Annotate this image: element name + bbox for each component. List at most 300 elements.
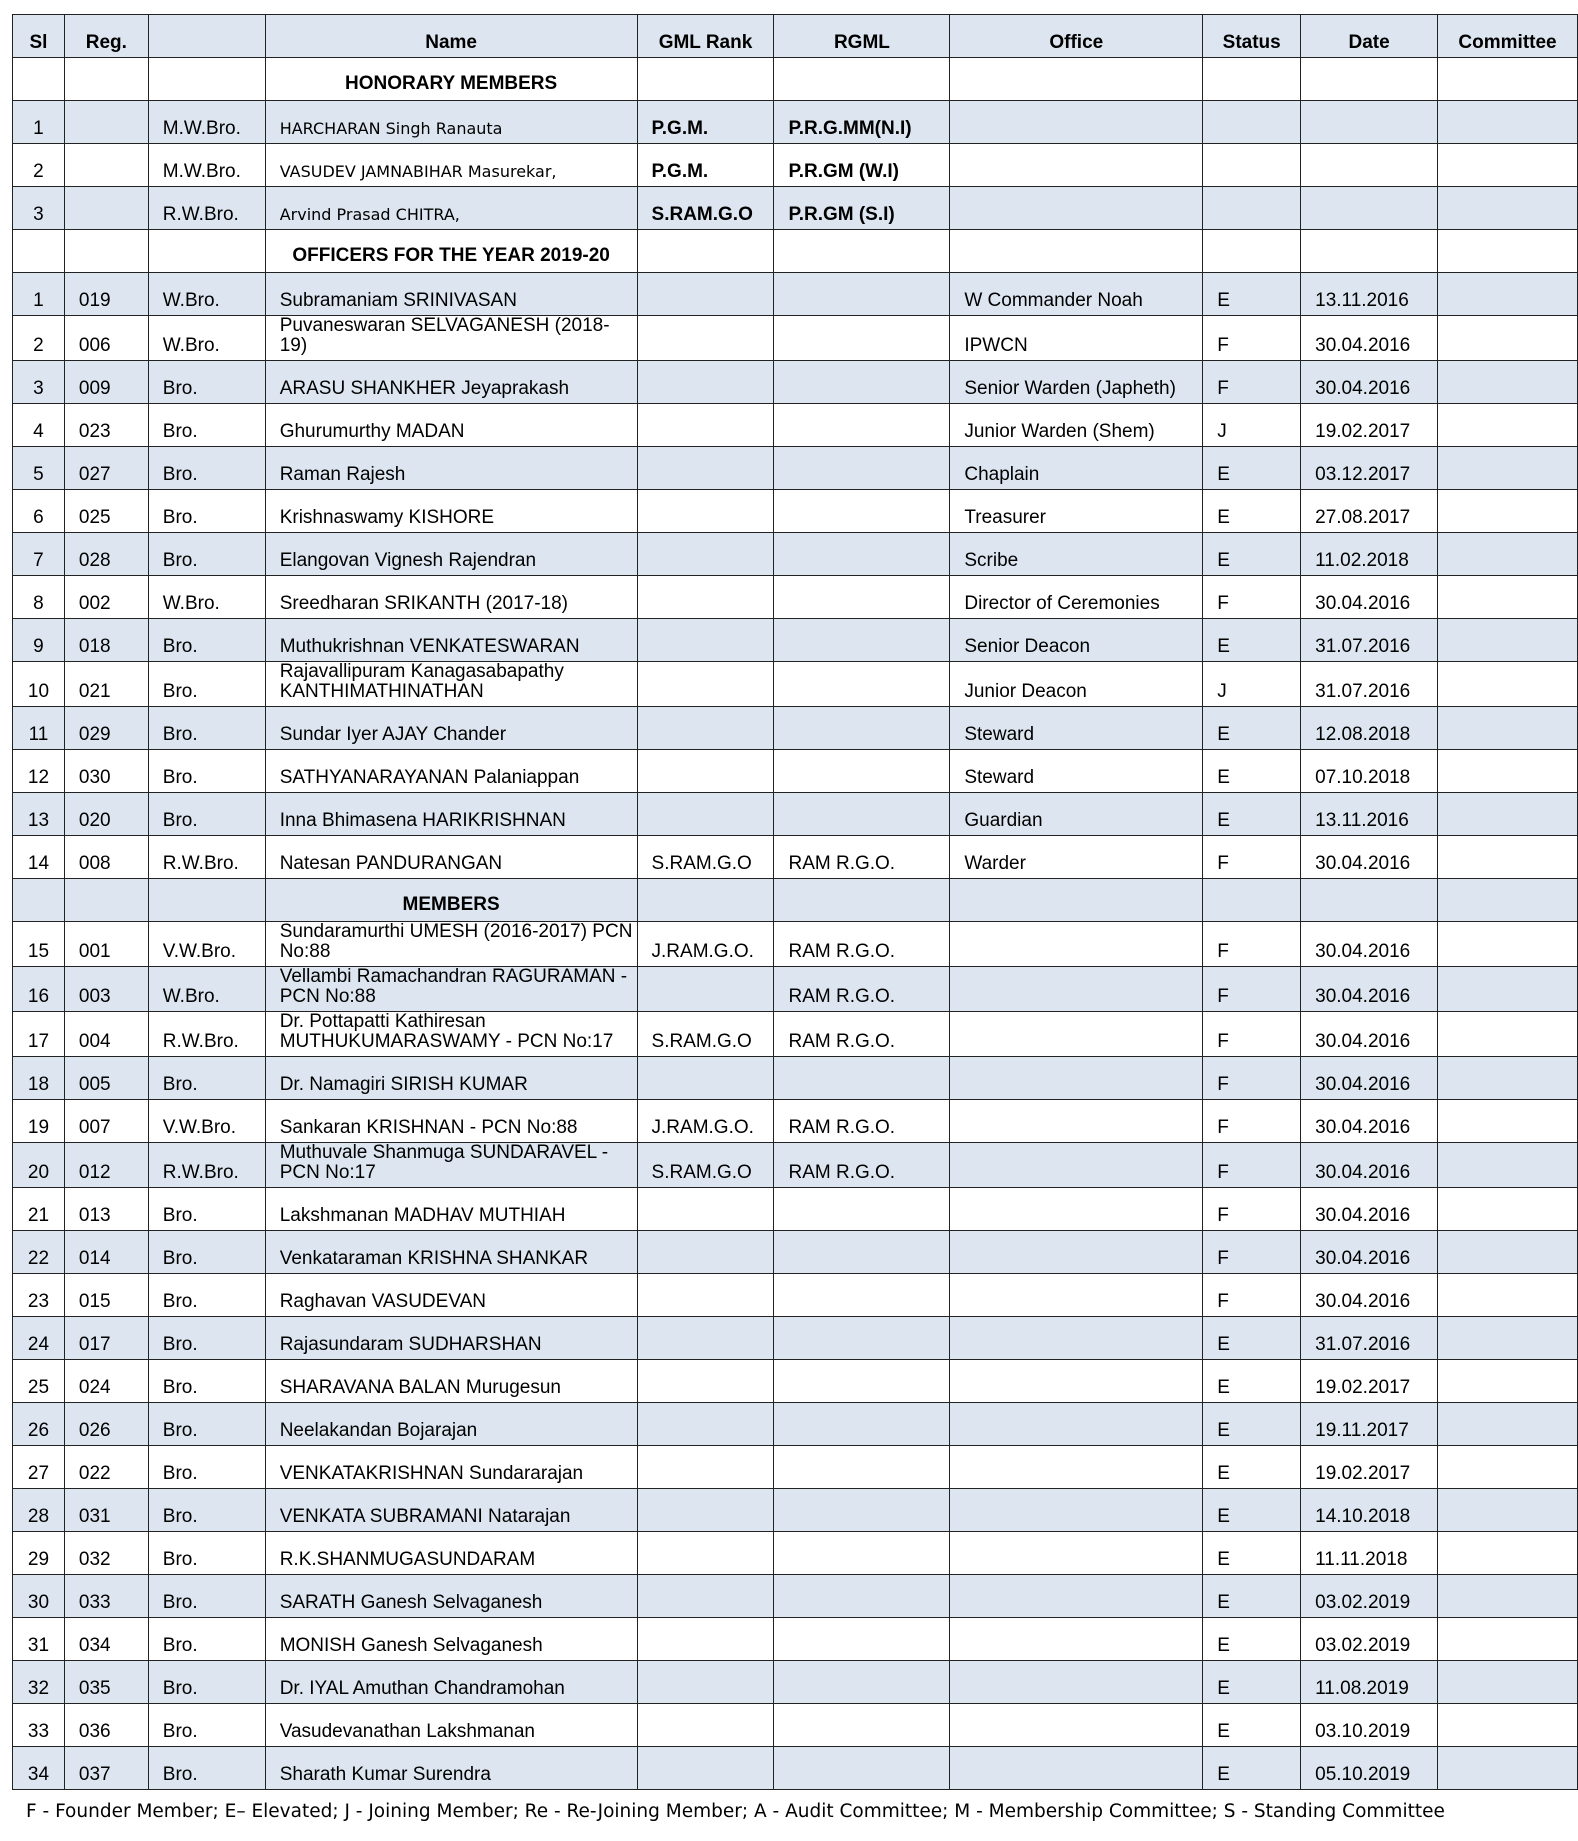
- reg-cell: 030: [64, 750, 148, 793]
- date-cell: 30.04.2016: [1301, 1274, 1438, 1317]
- committee-cell: [1438, 1532, 1578, 1575]
- office-cell: [950, 967, 1203, 1012]
- rgml-cell: [774, 1532, 950, 1575]
- status-cell: E: [1203, 447, 1301, 490]
- sl-cell: 26: [13, 1403, 65, 1446]
- gml-rank-cell: [637, 1575, 774, 1618]
- table-row: [13, 361, 1578, 404]
- rgml-cell: P.R.G.MM(N.I): [774, 101, 950, 144]
- gml-rank-cell: S.RAM.G.O: [637, 1143, 774, 1188]
- date-cell: [1301, 187, 1438, 230]
- name-cell: Krishnaswamy KISHORE: [265, 490, 637, 533]
- gml-rank-cell: P.G.M.: [637, 144, 774, 187]
- empty-cell: [1438, 230, 1578, 273]
- status-cell: E: [1203, 1747, 1301, 1790]
- section-heading: OFFICERS FOR THE YEAR 2019-20: [265, 230, 637, 273]
- status-cell: E: [1203, 533, 1301, 576]
- title-cell: W.Bro.: [148, 967, 265, 1012]
- date-cell: 30.04.2016: [1301, 836, 1438, 879]
- committee-cell: [1438, 447, 1578, 490]
- header-name: Name: [265, 15, 637, 58]
- reg-cell: 037: [64, 1747, 148, 1790]
- name-cell: Venkataraman KRISHNA SHANKAR: [265, 1231, 637, 1274]
- date-cell: 11.02.2018: [1301, 533, 1438, 576]
- status-cell: F: [1203, 1231, 1301, 1274]
- empty-cell: [1301, 58, 1438, 101]
- table-row: [13, 1532, 1578, 1575]
- office-cell: IPWCN: [950, 316, 1203, 361]
- gml-rank-cell: [637, 447, 774, 490]
- date-cell: 13.11.2016: [1301, 793, 1438, 836]
- rgml-cell: [774, 316, 950, 361]
- gml-rank-cell: [637, 1188, 774, 1231]
- reg-cell: 021: [64, 662, 148, 707]
- table-row: [13, 1274, 1578, 1317]
- date-cell: 03.12.2017: [1301, 447, 1438, 490]
- date-cell: 19.02.2017: [1301, 1446, 1438, 1489]
- title-cell: Bro.: [148, 447, 265, 490]
- reg-cell: 014: [64, 1231, 148, 1274]
- gml-rank-cell: [637, 316, 774, 361]
- table-row: [13, 1403, 1578, 1446]
- table-row: [13, 533, 1578, 576]
- office-cell: [950, 1575, 1203, 1618]
- status-cell: F: [1203, 361, 1301, 404]
- rgml-cell: [774, 662, 950, 707]
- table-row: [13, 1100, 1578, 1143]
- reg-cell: 007: [64, 1100, 148, 1143]
- gml-rank-cell: [637, 1403, 774, 1446]
- sl-cell: 2: [13, 316, 65, 361]
- title-cell: Bro.: [148, 1661, 265, 1704]
- committee-cell: [1438, 967, 1578, 1012]
- reg-cell: 006: [64, 316, 148, 361]
- date-cell: 19.02.2017: [1301, 404, 1438, 447]
- sl-cell: 4: [13, 404, 65, 447]
- date-cell: 30.04.2016: [1301, 361, 1438, 404]
- header-committee: Committee: [1438, 15, 1578, 58]
- committee-cell: [1438, 404, 1578, 447]
- rgml-cell: [774, 533, 950, 576]
- empty-cell: [950, 230, 1203, 273]
- status-cell: F: [1203, 922, 1301, 967]
- table-row: [13, 1661, 1578, 1704]
- reg-cell: 001: [64, 922, 148, 967]
- name-cell: Sankaran KRISHNAN - PCN No:88: [265, 1100, 637, 1143]
- reg-cell: 031: [64, 1489, 148, 1532]
- gml-rank-cell: [637, 1747, 774, 1790]
- status-cell: E: [1203, 619, 1301, 662]
- name-cell: Dr. IYAL Amuthan Chandramohan: [265, 1661, 637, 1704]
- rgml-cell: RAM R.G.O.: [774, 1012, 950, 1057]
- office-cell: Warder: [950, 836, 1203, 879]
- office-cell: [950, 1403, 1203, 1446]
- sl-cell: 8: [13, 576, 65, 619]
- table-row: [13, 1188, 1578, 1231]
- name-cell: Puvaneswaran SELVAGANESH (2018-19): [265, 316, 637, 361]
- date-cell: 30.04.2016: [1301, 1100, 1438, 1143]
- committee-cell: [1438, 1317, 1578, 1360]
- title-cell: Bro.: [148, 1747, 265, 1790]
- name-cell: Sundaramurthi UMESH (2016-2017) PCN No:88: [265, 922, 637, 967]
- office-cell: Treasurer: [950, 490, 1203, 533]
- sl-cell: 24: [13, 1317, 65, 1360]
- empty-cell: [13, 230, 65, 273]
- sl-cell: 9: [13, 619, 65, 662]
- title-cell: Bro.: [148, 1360, 265, 1403]
- date-cell: 31.07.2016: [1301, 619, 1438, 662]
- empty-cell: [637, 879, 774, 922]
- name-cell: Dr. Namagiri SIRISH KUMAR: [265, 1057, 637, 1100]
- date-cell: 30.04.2016: [1301, 967, 1438, 1012]
- table-row: [13, 490, 1578, 533]
- status-cell: E: [1203, 1360, 1301, 1403]
- reg-cell: 024: [64, 1360, 148, 1403]
- gml-rank-cell: [637, 361, 774, 404]
- sl-cell: 7: [13, 533, 65, 576]
- sl-cell: 28: [13, 1489, 65, 1532]
- rgml-cell: [774, 490, 950, 533]
- title-cell: Bro.: [148, 1274, 265, 1317]
- name-cell: SHARAVANA BALAN Murugesun: [265, 1360, 637, 1403]
- rgml-cell: [774, 404, 950, 447]
- name-cell: Arvind Prasad CHITRA,: [265, 187, 637, 230]
- table-row: [13, 101, 1578, 144]
- sl-cell: 3: [13, 187, 65, 230]
- title-cell: Bro.: [148, 1231, 265, 1274]
- office-cell: [950, 1489, 1203, 1532]
- rgml-cell: RAM R.G.O.: [774, 1100, 950, 1143]
- empty-cell: [64, 230, 148, 273]
- gml-rank-cell: [637, 750, 774, 793]
- rgml-cell: [774, 1317, 950, 1360]
- committee-cell: [1438, 922, 1578, 967]
- date-cell: 30.04.2016: [1301, 316, 1438, 361]
- status-cell: E: [1203, 1317, 1301, 1360]
- status-cell: [1203, 144, 1301, 187]
- sl-cell: 32: [13, 1661, 65, 1704]
- title-cell: Bro.: [148, 1188, 265, 1231]
- reg-cell: 002: [64, 576, 148, 619]
- title-cell: Bro.: [148, 1575, 265, 1618]
- gml-rank-cell: [637, 1446, 774, 1489]
- sl-cell: 34: [13, 1747, 65, 1790]
- section-row-honorary: [13, 58, 1578, 101]
- rgml-cell: [774, 1575, 950, 1618]
- gml-rank-cell: S.RAM.G.O: [637, 836, 774, 879]
- sl-cell: 1: [13, 273, 65, 316]
- table-row: [13, 187, 1578, 230]
- sl-cell: 13: [13, 793, 65, 836]
- date-cell: 12.08.2018: [1301, 707, 1438, 750]
- gml-rank-cell: [637, 1704, 774, 1747]
- title-cell: Bro.: [148, 707, 265, 750]
- status-cell: E: [1203, 273, 1301, 316]
- status-cell: E: [1203, 1618, 1301, 1661]
- rgml-cell: RAM R.G.O.: [774, 967, 950, 1012]
- reg-cell: 022: [64, 1446, 148, 1489]
- rgml-cell: [774, 619, 950, 662]
- empty-cell: [1438, 879, 1578, 922]
- table-row: [13, 1317, 1578, 1360]
- gml-rank-cell: [637, 793, 774, 836]
- committee-cell: [1438, 1057, 1578, 1100]
- date-cell: 30.04.2016: [1301, 922, 1438, 967]
- date-cell: 11.11.2018: [1301, 1532, 1438, 1575]
- name-cell: Elangovan Vignesh Rajendran: [265, 533, 637, 576]
- office-cell: Senior Deacon: [950, 619, 1203, 662]
- name-cell: Raghavan VASUDEVAN: [265, 1274, 637, 1317]
- committee-cell: [1438, 619, 1578, 662]
- title-cell: Bro.: [148, 662, 265, 707]
- sl-cell: 2: [13, 144, 65, 187]
- sl-cell: 33: [13, 1704, 65, 1747]
- name-cell: Vasudevanathan Lakshmanan: [265, 1704, 637, 1747]
- rgml-cell: [774, 1360, 950, 1403]
- office-cell: [950, 144, 1203, 187]
- title-cell: V.W.Bro.: [148, 1100, 265, 1143]
- office-cell: [950, 1188, 1203, 1231]
- rgml-cell: [774, 793, 950, 836]
- header-date: Date: [1301, 15, 1438, 58]
- sl-cell: 1: [13, 101, 65, 144]
- table-row: [13, 1012, 1578, 1057]
- committee-cell: [1438, 1489, 1578, 1532]
- reg-cell: 023: [64, 404, 148, 447]
- committee-cell: [1438, 1747, 1578, 1790]
- reg-cell: [64, 187, 148, 230]
- date-cell: 31.07.2016: [1301, 1317, 1438, 1360]
- gml-rank-cell: [637, 967, 774, 1012]
- reg-cell: 008: [64, 836, 148, 879]
- title-cell: Bro.: [148, 1489, 265, 1532]
- title-cell: Bro.: [148, 404, 265, 447]
- name-cell: Neelakandan Bojarajan: [265, 1403, 637, 1446]
- empty-cell: [1203, 230, 1301, 273]
- title-cell: R.W.Bro.: [148, 187, 265, 230]
- title-cell: Bro.: [148, 1618, 265, 1661]
- empty-cell: [950, 58, 1203, 101]
- committee-cell: [1438, 316, 1578, 361]
- name-cell: Vellambi Ramachandran RAGURAMAN - PCN No:88: [265, 967, 637, 1012]
- date-cell: 14.10.2018: [1301, 1489, 1438, 1532]
- name-cell: Raman Rajesh: [265, 447, 637, 490]
- committee-cell: [1438, 1100, 1578, 1143]
- committee-cell: [1438, 750, 1578, 793]
- office-cell: Steward: [950, 750, 1203, 793]
- gml-rank-cell: [637, 1317, 774, 1360]
- office-cell: [950, 187, 1203, 230]
- rgml-cell: RAM R.G.O.: [774, 922, 950, 967]
- sl-cell: 25: [13, 1360, 65, 1403]
- date-cell: 19.02.2017: [1301, 1360, 1438, 1403]
- status-cell: E: [1203, 707, 1301, 750]
- table-row: [13, 316, 1578, 361]
- reg-cell: 012: [64, 1143, 148, 1188]
- rgml-cell: P.R.GM (S.I): [774, 187, 950, 230]
- date-cell: 13.11.2016: [1301, 273, 1438, 316]
- sl-cell: 23: [13, 1274, 65, 1317]
- sl-cell: 19: [13, 1100, 65, 1143]
- office-cell: [950, 1704, 1203, 1747]
- empty-cell: [1301, 230, 1438, 273]
- date-cell: 03.02.2019: [1301, 1575, 1438, 1618]
- sl-cell: 3: [13, 361, 65, 404]
- office-cell: [950, 1618, 1203, 1661]
- status-cell: E: [1203, 490, 1301, 533]
- rgml-cell: [774, 1618, 950, 1661]
- gml-rank-cell: [637, 1489, 774, 1532]
- header-rgml: RGML: [774, 15, 950, 58]
- sl-cell: 18: [13, 1057, 65, 1100]
- name-cell: Lakshmanan MADHAV MUTHIAH: [265, 1188, 637, 1231]
- table-row: [13, 1489, 1578, 1532]
- name-cell: Muthuvale Shanmuga SUNDARAVEL - PCN No:17: [265, 1143, 637, 1188]
- empty-cell: [64, 879, 148, 922]
- empty-cell: [774, 879, 950, 922]
- status-cell: F: [1203, 967, 1301, 1012]
- office-cell: [950, 1446, 1203, 1489]
- office-cell: Director of Ceremonies: [950, 576, 1203, 619]
- table-row: [13, 1360, 1578, 1403]
- reg-cell: 017: [64, 1317, 148, 1360]
- reg-cell: 005: [64, 1057, 148, 1100]
- sl-cell: 10: [13, 662, 65, 707]
- office-cell: Junior Warden (Shem): [950, 404, 1203, 447]
- reg-cell: 009: [64, 361, 148, 404]
- name-cell: VASUDEV JAMNABIHAR Masurekar,: [265, 144, 637, 187]
- name-cell: Rajasundaram SUDHARSHAN: [265, 1317, 637, 1360]
- name-cell: SATHYANARAYANAN Palaniappan: [265, 750, 637, 793]
- status-cell: J: [1203, 404, 1301, 447]
- header-row: [13, 15, 1578, 58]
- status-cell: F: [1203, 316, 1301, 361]
- gml-rank-cell: [637, 1661, 774, 1704]
- empty-cell: [64, 58, 148, 101]
- committee-cell: [1438, 533, 1578, 576]
- header-title: [148, 15, 265, 58]
- reg-cell: [64, 144, 148, 187]
- sl-cell: 16: [13, 967, 65, 1012]
- sl-cell: 6: [13, 490, 65, 533]
- office-cell: [950, 1231, 1203, 1274]
- name-cell: Sreedharan SRIKANTH (2017-18): [265, 576, 637, 619]
- office-cell: [950, 1360, 1203, 1403]
- committee-cell: [1438, 187, 1578, 230]
- title-cell: W.Bro.: [148, 273, 265, 316]
- name-cell: VENKATA SUBRAMANI Natarajan: [265, 1489, 637, 1532]
- reg-cell: 025: [64, 490, 148, 533]
- office-cell: [950, 922, 1203, 967]
- status-cell: F: [1203, 1012, 1301, 1057]
- committee-cell: [1438, 1231, 1578, 1274]
- office-cell: W Commander Noah: [950, 273, 1203, 316]
- committee-cell: [1438, 101, 1578, 144]
- date-cell: [1301, 144, 1438, 187]
- empty-cell: [1203, 879, 1301, 922]
- office-cell: [950, 1274, 1203, 1317]
- sl-cell: 11: [13, 707, 65, 750]
- table-row: [13, 576, 1578, 619]
- sl-cell: 15: [13, 922, 65, 967]
- table-row: [13, 619, 1578, 662]
- name-cell: Rajavallipuram Kanagasabapathy KANTHIMATHINATHAN: [265, 662, 637, 707]
- status-cell: E: [1203, 1532, 1301, 1575]
- gml-rank-cell: J.RAM.G.O.: [637, 1100, 774, 1143]
- table-row: [13, 922, 1578, 967]
- committee-cell: [1438, 361, 1578, 404]
- title-cell: Bro.: [148, 1057, 265, 1100]
- table-row: [13, 1143, 1578, 1188]
- table-row: [13, 662, 1578, 707]
- date-cell: 05.10.2019: [1301, 1747, 1438, 1790]
- gml-rank-cell: [637, 576, 774, 619]
- sl-cell: 21: [13, 1188, 65, 1231]
- rgml-cell: RAM R.G.O.: [774, 836, 950, 879]
- empty-cell: [774, 230, 950, 273]
- committee-cell: [1438, 793, 1578, 836]
- reg-cell: 027: [64, 447, 148, 490]
- title-cell: Bro.: [148, 361, 265, 404]
- member-roster-table: [12, 14, 1578, 1790]
- name-cell: Dr. Pottapatti Kathiresan MUTHUKUMARASWAMY - PCN No:17: [265, 1012, 637, 1057]
- table-row: [13, 447, 1578, 490]
- rgml-cell: [774, 576, 950, 619]
- title-cell: Bro.: [148, 1403, 265, 1446]
- reg-cell: 020: [64, 793, 148, 836]
- status-cell: F: [1203, 1274, 1301, 1317]
- table-row: [13, 144, 1578, 187]
- committee-cell: [1438, 662, 1578, 707]
- empty-cell: [774, 58, 950, 101]
- office-cell: [950, 1100, 1203, 1143]
- reg-cell: 033: [64, 1575, 148, 1618]
- title-cell: Bro.: [148, 1532, 265, 1575]
- reg-cell: 032: [64, 1532, 148, 1575]
- status-cell: E: [1203, 1489, 1301, 1532]
- title-cell: Bro.: [148, 793, 265, 836]
- status-cell: E: [1203, 750, 1301, 793]
- committee-cell: [1438, 576, 1578, 619]
- title-cell: Bro.: [148, 1317, 265, 1360]
- table-row: [13, 707, 1578, 750]
- table-row: [13, 793, 1578, 836]
- committee-cell: [1438, 836, 1578, 879]
- title-cell: Bro.: [148, 1704, 265, 1747]
- gml-rank-cell: [637, 1532, 774, 1575]
- rgml-cell: RAM R.G.O.: [774, 1143, 950, 1188]
- sl-cell: 29: [13, 1532, 65, 1575]
- table-row: [13, 1057, 1578, 1100]
- committee-cell: [1438, 1618, 1578, 1661]
- office-cell: Chaplain: [950, 447, 1203, 490]
- status-cell: E: [1203, 1403, 1301, 1446]
- committee-cell: [1438, 1012, 1578, 1057]
- table-row: [13, 273, 1578, 316]
- empty-cell: [148, 230, 265, 273]
- empty-cell: [950, 879, 1203, 922]
- reg-cell: 035: [64, 1661, 148, 1704]
- rgml-cell: [774, 1188, 950, 1231]
- date-cell: [1301, 101, 1438, 144]
- date-cell: 11.08.2019: [1301, 1661, 1438, 1704]
- sl-cell: 20: [13, 1143, 65, 1188]
- status-cell: F: [1203, 576, 1301, 619]
- name-cell: Subramaniam SRINIVASAN: [265, 273, 637, 316]
- title-cell: Bro.: [148, 750, 265, 793]
- gml-rank-cell: [637, 1360, 774, 1403]
- status-cell: [1203, 101, 1301, 144]
